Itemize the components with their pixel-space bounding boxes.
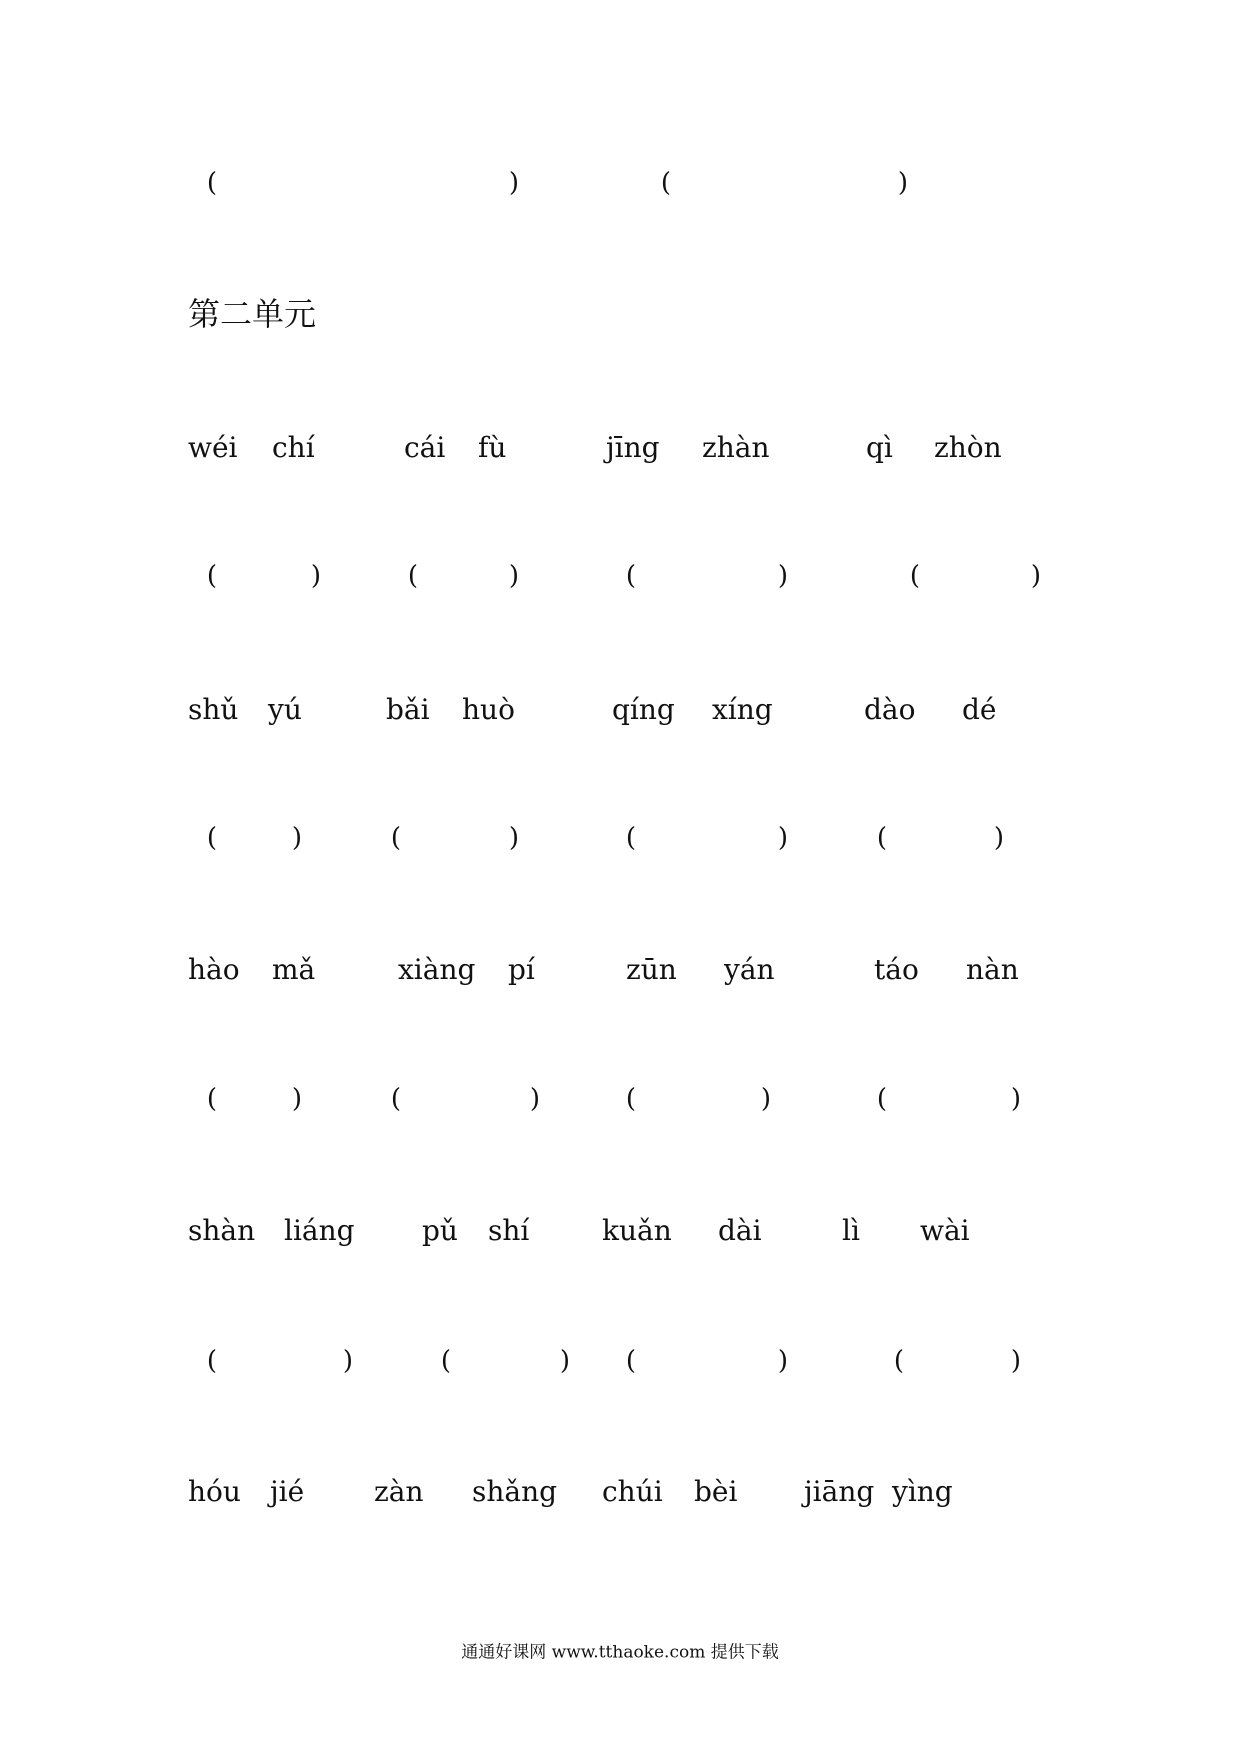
pinyin-syllable: fù	[478, 431, 507, 464]
close-paren: )	[897, 168, 909, 198]
pinyin-syllable: shí	[488, 1214, 530, 1247]
pinyin-syllable: yán	[724, 953, 775, 986]
pinyin-syllable: pǔ	[422, 1214, 458, 1247]
pinyin-syllable: chí	[272, 431, 315, 464]
pinyin-syllable: chúi	[602, 1475, 663, 1508]
close-paren: )	[1010, 1084, 1022, 1114]
close-paren: )	[508, 823, 520, 853]
pinyin-syllable: liáng	[284, 1214, 355, 1247]
open-paren: (	[876, 823, 888, 853]
pinyin-syllable: yú	[268, 693, 302, 726]
pinyin-syllable: qíng	[612, 693, 675, 726]
open-paren: (	[206, 168, 218, 198]
pinyin-syllable: dào	[864, 693, 916, 726]
pinyin-syllable: zūn	[626, 953, 677, 986]
open-paren: (	[625, 823, 637, 853]
pinyin-syllable: yìng	[892, 1475, 953, 1508]
pinyin-syllable: shàn	[188, 1214, 256, 1247]
close-paren: )	[993, 823, 1005, 853]
footer-credit: 通通好课网 www.tthaoke.com 提供下载	[461, 1642, 779, 1663]
close-paren: )	[1010, 1346, 1022, 1376]
close-paren: )	[559, 1346, 571, 1376]
open-paren: (	[206, 561, 218, 591]
pinyin-syllable: xiàng	[398, 953, 476, 986]
open-paren: (	[625, 1084, 637, 1114]
close-paren: )	[777, 561, 789, 591]
pinyin-syllable: hóu	[188, 1475, 241, 1508]
pinyin-syllable: zhàn	[702, 431, 770, 464]
close-paren: )	[310, 561, 322, 591]
pinyin-syllable: shǔ	[188, 693, 239, 726]
close-paren: )	[291, 1084, 303, 1114]
pinyin-syllable: jīng	[606, 431, 660, 464]
close-paren: )	[529, 1084, 541, 1114]
open-paren: (	[206, 823, 218, 853]
open-paren: (	[660, 168, 672, 198]
open-paren: (	[390, 823, 402, 853]
pinyin-syllable: wéi	[188, 431, 238, 464]
pinyin-syllable: xíng	[712, 693, 773, 726]
pinyin-syllable: jiāng	[804, 1475, 875, 1508]
pinyin-syllable: táo	[874, 953, 919, 986]
pinyin-syllable: wài	[920, 1214, 970, 1247]
pinyin-syllable: jié	[270, 1475, 305, 1508]
pinyin-syllable: mǎ	[272, 953, 316, 986]
pinyin-syllable: lì	[842, 1214, 860, 1247]
open-paren: (	[440, 1346, 452, 1376]
pinyin-syllable: zhòn	[934, 431, 1002, 464]
open-paren: (	[206, 1346, 218, 1376]
close-paren: )	[760, 1084, 772, 1114]
pinyin-syllable: pí	[508, 953, 535, 986]
open-paren: (	[390, 1084, 402, 1114]
open-paren: (	[625, 561, 637, 591]
close-paren: )	[291, 823, 303, 853]
open-paren: (	[876, 1084, 888, 1114]
pinyin-syllable: dài	[718, 1214, 762, 1247]
close-paren: )	[777, 823, 789, 853]
close-paren: )	[777, 1346, 789, 1376]
open-paren: (	[625, 1346, 637, 1376]
pinyin-syllable: cái	[404, 431, 446, 464]
pinyin-syllable: kuǎn	[602, 1214, 672, 1247]
pinyin-syllable: zàn	[374, 1475, 424, 1508]
open-paren: (	[407, 561, 419, 591]
close-paren: )	[1030, 561, 1042, 591]
pinyin-syllable: qì	[866, 431, 893, 464]
open-paren: (	[206, 1084, 218, 1114]
pinyin-syllable: bǎi	[386, 693, 430, 726]
pinyin-syllable: hào	[188, 953, 240, 986]
close-paren: )	[508, 561, 520, 591]
pinyin-syllable: dé	[962, 693, 997, 726]
pinyin-syllable: shǎng	[472, 1475, 558, 1508]
open-paren: (	[909, 561, 921, 591]
close-paren: )	[342, 1346, 354, 1376]
pinyin-syllable: nàn	[966, 953, 1019, 986]
unit-title: 第二单元	[188, 295, 317, 333]
open-paren: (	[893, 1346, 905, 1376]
pinyin-syllable: huò	[462, 693, 515, 726]
close-paren: )	[508, 168, 520, 198]
pinyin-syllable: bèi	[694, 1475, 738, 1508]
